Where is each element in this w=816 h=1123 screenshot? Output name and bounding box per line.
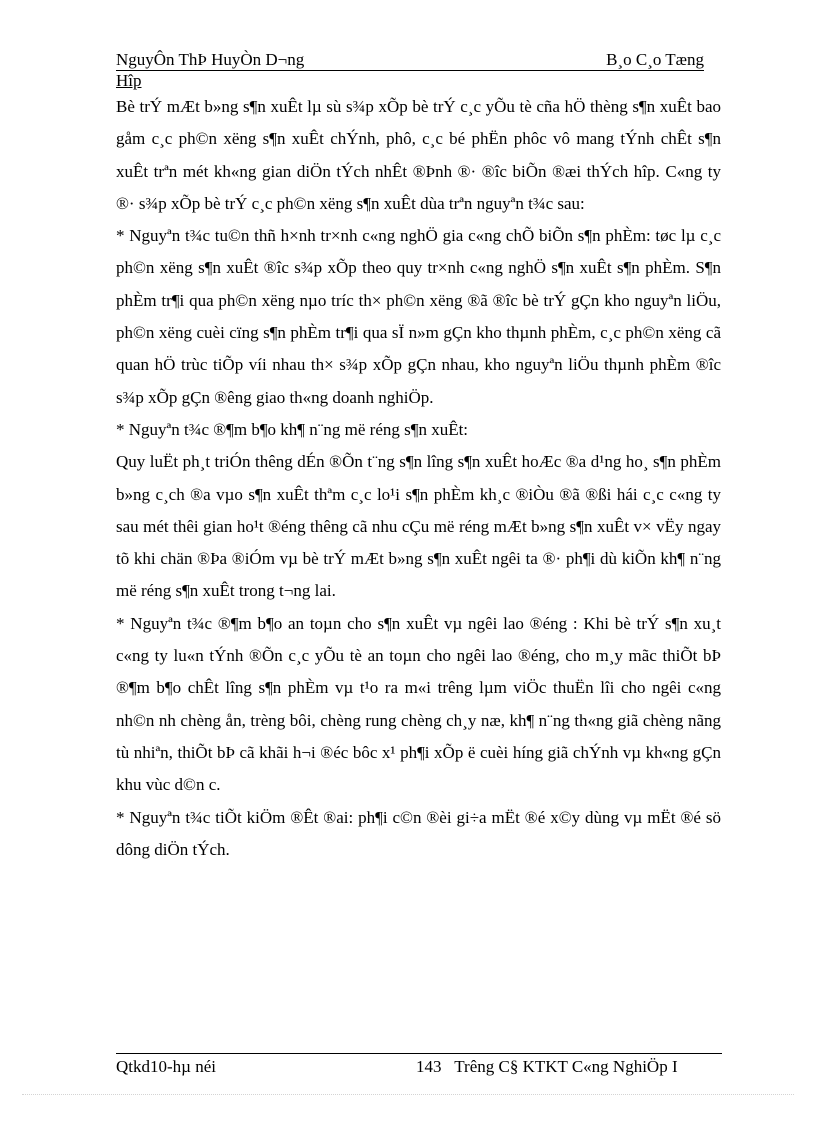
paragraph: * Nguyªn t¾c tiÕt kiÖm ®Êt ®ai: ph¶i c©n ®èi gi÷a mËt ®é x©y dùng vµ mËt ®é sö dông diÖn tÝch.	[116, 807, 721, 859]
footer-class-name: Qtkd10-hµ néi	[116, 1057, 216, 1076]
paragraph: * Nguyªn t¾c tu©n thñ h×nh tr×nh c«ng nghÖ gia c«ng chÕ biÕn s¶n phÈm: tøc lµ c¸c ph©n xëng s¶n xuÊt ®îc s¾p xÕp theo quy tr×nh c«ng nghÖ s¶n xuÊt s¶n phÈm. S¶n phÈm tr¶i qua ph©n xëng nµo tríc th× ph©n xëng ®ã ®îc bè trÝ gÇn kho nguyªn liÖu, ph©n xëng cuèi cïng s¶n phÈm tr¶i qua sÏ n»m gÇn kho thµnh phÈm, c¸c ph©n xëng cã quan hÖ trùc tiÕp víi nhau th× s¾p xÕp gÇn nhau, kho nguyªn liÖu thµnh phÈm ®îc s¾p xÕp gÇn ®êng giao th«ng doanh nghiÖp.	[116, 226, 721, 407]
header-report-title-continued: Hîp	[116, 71, 142, 90]
paragraph: * Nguyªn t¾c ®¶m b¶o an toµn cho s¶n xuÊt vµ ngêi lao ®éng : Khi bè trÝ s¶n xu¸t c«ng ty lu«n tÝnh ®Õn c¸c yÕu tè an toµn cho ngêi lao ®éng, cho m¸y mãc thiÕt bÞ ®¶m b¶o chÊt lîng s¶n phÈm vµ t¹o ra m«i trêng lµm viÖc thuËn lîi cho ngêi c«ng nh©n nh chèng ån, trèng bôi, chèng rung chèng ch¸y næ, kh¶ n¨ng th«ng giã chèng nãng tù nhiªn, thiÕt bÞ cã khãi h¬i ®éc bôc x¹ ph¶i xÕp ë cuèi híng giã chÝnh vµ kh«ng gÇn khu vùc d©n c.	[116, 613, 721, 795]
paragraph: * Nguyªn t¾c ®¶m b¶o kh¶ n¨ng më réng s¶n xuÊt:	[116, 419, 469, 439]
header-report-title: B¸o C¸o Tæng	[606, 50, 704, 69]
footer-school: Trêng C§ KTKT C«ng NghiÖp I	[454, 1057, 678, 1076]
header-author: NguyÔn ThÞ HuyÒn D¬ng	[116, 50, 305, 69]
paragraph: Quy luËt ph¸t triÓn thêng dÉn ®Õn t¨ng s¶n lîng s¶n xuÊt hoÆc ®a d¹ng ho¸ s¶n phÈm b»ng c¸ch ®a vµo s¶n xuÊt thªm c¸c lo¹i s¶n phÈm kh¸c ®iÒu ®ã ®ßi hái c¸c c«ng ty sau mét thêi gian ho¹t ®éng thêng cã nhu cÇu më réng mÆt b»ng s¶n xuÊt v× vËy ngay tõ khi chän ®Þa ®iÓm vµ bè trÝ mÆt b»ng s¶n xuÊt ngêi ta ®· ph¶i dù kiÕn kh¶ n¨ng më réng s¶n xuÊt trong t¬ng lai.	[116, 452, 721, 601]
page-footer	[116, 1053, 722, 1076]
footer-page-number: 143	[416, 1057, 442, 1076]
paragraph: Bè trÝ mÆt b»ng s¶n xuÊt lµ sù s¾p xÕp bè trÝ c¸c yÕu tè cña hÖ thèng s¶n xuÊt bao gåm c¸c ph©n xëng s¶n xuÊt chÝnh, phô, c¸c bé phËn phôc vô mang tÝnh chÊt s¶n xuÊt trªn mét kh«ng gian diÖn tÝch nhÊt ®Þnh ®· ®îc biÕn ®æi thÝch hîp. C«ng ty ®· s¾p xÕp bè trÝ c¸c ph©n xëng s¶n xuÊt dùa trªn nguyªn t¾c sau:	[116, 97, 721, 213]
footer-page-info	[416, 1056, 678, 1078]
document-body	[116, 91, 721, 866]
page-bottom-divider	[22, 1094, 794, 1095]
page-header	[116, 50, 704, 71]
